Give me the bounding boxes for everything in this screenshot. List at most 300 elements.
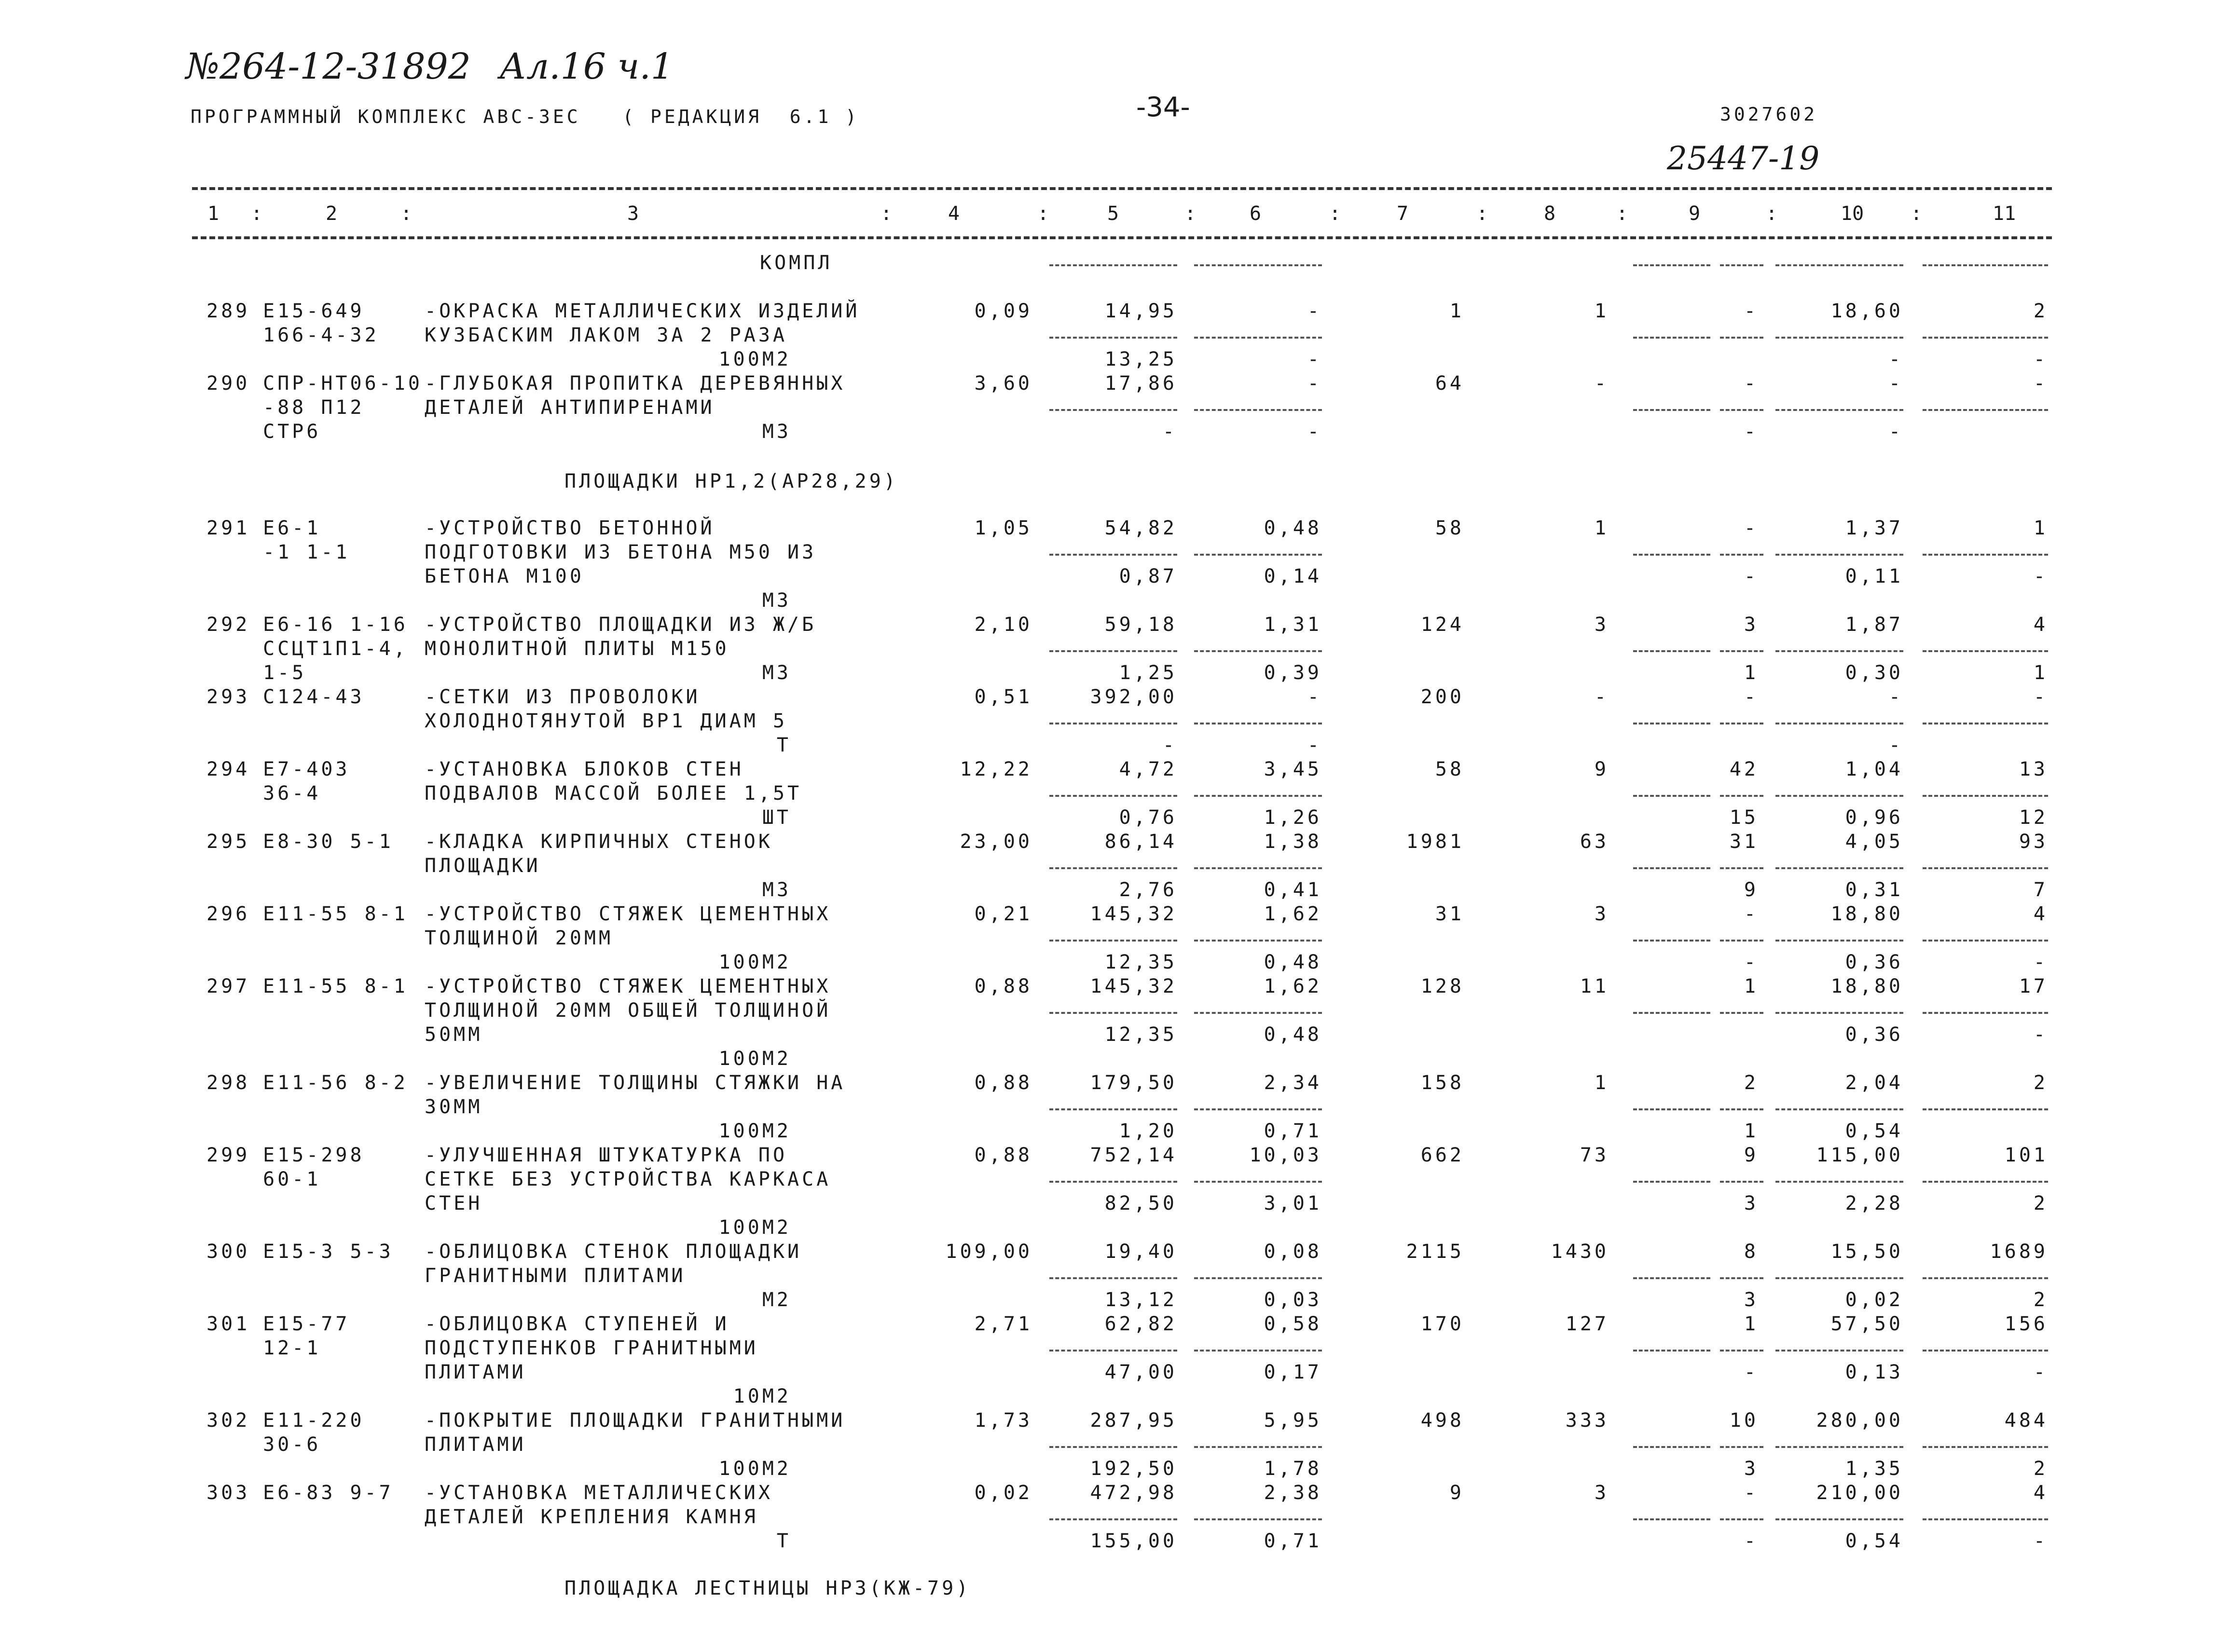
column-header-4: 4 (948, 203, 960, 225)
column-separator: : (1911, 203, 1923, 225)
total-machines-wage: 3 (1744, 1289, 1759, 1311)
total-machines-wage: 1 (1744, 1120, 1759, 1142)
page-number: -34- (1136, 92, 1190, 123)
top-unit-label: КОМПЛ (760, 252, 833, 274)
total-machines: 31 (1729, 831, 1759, 853)
total-machines: - (1744, 686, 1759, 708)
labor-norm: 210,00 (1816, 1482, 1903, 1504)
column-separator: : (1184, 203, 1197, 225)
work-description: -УСТРОЙСТВО ПЛОЩАДКИ ИЗ Ж/Б (425, 614, 817, 636)
cell-divider-dashes (1923, 1518, 2048, 1520)
unit-cost-wage: 12,35 (1104, 1024, 1177, 1046)
quantity: 2,10 (974, 614, 1032, 636)
total-cost: 58 (1435, 517, 1464, 539)
cell-divider-dashes (1633, 1350, 1710, 1352)
labor-norm-machinists: 0,36 (1845, 1024, 1903, 1046)
unit-cost: 145,32 (1090, 903, 1177, 925)
total-cost: 2115 (1406, 1241, 1464, 1263)
quantity: 1,73 (974, 1409, 1032, 1432)
cell-divider-dashes (1049, 940, 1177, 942)
unit-of-measure: 10М2 (733, 1385, 791, 1407)
cell-divider-dashes (1775, 795, 1903, 797)
row-number: 292 (206, 614, 250, 636)
unit-cost-wage: - (1162, 421, 1177, 443)
unit-of-measure: 100М2 (718, 951, 791, 973)
total-machines-wage: - (1744, 421, 1759, 443)
total-cost: 662 (1420, 1144, 1464, 1166)
labor-norm: 4,05 (1845, 831, 1903, 853)
total-machines: 8 (1744, 1241, 1759, 1263)
row-number: 302 (206, 1409, 250, 1432)
section-title-platforms: ПЛОЩАДКИ НР1,2(АР28,29) (564, 470, 898, 492)
cell-divider-dashes (1194, 650, 1322, 652)
cell-divider-dashes (1049, 1108, 1177, 1110)
total-wage: 1 (1594, 300, 1609, 322)
cell-divider-dashes (1720, 409, 1763, 411)
total-wage: 3 (1594, 614, 1609, 636)
unit-cost: 19,40 (1104, 1241, 1177, 1263)
cell-divider-dashes (1923, 650, 2048, 652)
work-description: СТЕН (425, 1192, 483, 1215)
row-number: 293 (206, 686, 250, 708)
norm-code: Е11-55 8-1 (263, 903, 408, 925)
column-header-10: 10 (1841, 203, 1864, 225)
unit-of-measure: Т (776, 734, 791, 756)
row-number: 298 (206, 1072, 250, 1094)
unit-cost: 145,32 (1090, 975, 1177, 997)
labor-norm: 1,87 (1845, 614, 1903, 636)
work-description: ПОДГОТОВКИ ИЗ БЕТОНА М50 ИЗ (425, 541, 817, 563)
cell-divider-dashes (1049, 795, 1177, 797)
machine-cost-wage: 0,17 (1264, 1361, 1322, 1383)
work-description: ТОЛЩИНОЙ 20ММ (425, 927, 614, 949)
total-cost: 128 (1420, 975, 1464, 997)
labor-norm-machinists: 2,28 (1845, 1192, 1903, 1215)
cell-divider-dashes (1923, 554, 2048, 556)
cell-divider-dashes (1923, 867, 2048, 869)
column-header-6: 6 (1250, 203, 1262, 225)
total-cost: 1981 (1406, 831, 1464, 853)
labor-total: 4 (2033, 1482, 2048, 1504)
norm-code: С124-43 (263, 686, 365, 708)
cell-divider-dashes (1049, 554, 1177, 556)
labor-total: 101 (2004, 1144, 2048, 1166)
column-separator: : (400, 203, 413, 225)
unit-cost-wage: 82,50 (1104, 1192, 1177, 1215)
work-description: 30ММ (425, 1096, 483, 1118)
norm-code: 36-4 (263, 782, 321, 805)
total-machines: 10 (1729, 1409, 1759, 1432)
work-description: -УСТРОЙСТВО СТЯЖЕК ЦЕМЕНТНЫХ (425, 975, 831, 997)
cell-divider-dashes (1633, 650, 1710, 652)
work-description: -УВЕЛИЧЕНИЕ ТОЛЩИНЫ СТЯЖКИ НА (425, 1072, 846, 1094)
work-description: ДЕТАЛЕЙ АНТИПИРЕНАМИ (425, 396, 715, 419)
machine-cost: 0,58 (1264, 1313, 1322, 1335)
labor-total: 4 (2033, 903, 2048, 925)
norm-code: -1 1-1 (263, 541, 350, 563)
work-description: ПЛИТАМИ (425, 1361, 526, 1383)
norm-code: Е7-403 (263, 758, 350, 780)
column-header-2: 2 (326, 203, 338, 225)
unit-of-measure: 100М2 (718, 348, 791, 370)
machine-cost: 1,31 (1264, 614, 1322, 636)
labor-norm-machinists: - (1888, 348, 1903, 370)
work-description: -УСТАНОВКА МЕТАЛЛИЧЕСКИХ (425, 1482, 773, 1504)
machine-cost: 3,45 (1264, 758, 1322, 780)
cell-divider-dashes (1194, 1350, 1322, 1352)
machine-cost: 1,62 (1264, 975, 1322, 997)
norm-code: Е15-649 (263, 300, 365, 322)
cell-divider-dashes (1194, 554, 1322, 556)
machine-cost-wage: 0,48 (1264, 1024, 1322, 1046)
labor-norm-machinists: 0,54 (1845, 1120, 1903, 1142)
total-cost: 498 (1420, 1409, 1464, 1432)
labor-total: 484 (2004, 1409, 2048, 1432)
cell-divider-dashes (1775, 1181, 1903, 1183)
machine-cost-wage: 0,39 (1264, 662, 1322, 684)
cell-divider-dashes (1633, 723, 1710, 724)
labor-norm: 18,80 (1830, 903, 1903, 925)
labor-norm: 115,00 (1816, 1144, 1903, 1166)
work-description: СЕТКЕ БЕЗ УСТРОЙСТВА КАРКАСА (425, 1168, 831, 1190)
total-machines-wage: 9 (1744, 879, 1759, 901)
labor-norm-machinists: 0,02 (1845, 1289, 1903, 1311)
cell-divider-dashes (1720, 337, 1763, 339)
total-cost: 158 (1420, 1072, 1464, 1094)
norm-code: Е15-298 (263, 1144, 365, 1166)
norm-code: 12-1 (263, 1337, 321, 1359)
machine-cost-wage: 0,48 (1264, 951, 1322, 973)
labor-norm: 18,60 (1830, 300, 1903, 322)
cell-divider-dashes (1633, 264, 1710, 266)
cell-divider-dashes (1720, 554, 1763, 556)
machine-cost: 0,08 (1264, 1241, 1322, 1263)
total-machines: - (1744, 517, 1759, 539)
total-machines: 2 (1744, 1072, 1759, 1094)
work-description: -ОБЛИЦОВКА СТУПЕНЕЙ И (425, 1313, 729, 1335)
cell-divider-dashes (1049, 1012, 1177, 1014)
cell-divider-dashes (1775, 1108, 1903, 1110)
labor-total: 93 (2019, 831, 2048, 853)
quantity: 109,00 (945, 1241, 1032, 1263)
labor-norm: 18,80 (1830, 975, 1903, 997)
column-header-1: 1 (207, 203, 220, 225)
unit-cost-wage: 0,87 (1119, 565, 1177, 587)
total-machines-wage: - (1744, 1361, 1759, 1383)
cell-divider-dashes (1775, 1277, 1903, 1279)
cell-divider-dashes (1633, 1518, 1710, 1520)
quantity: 0,88 (974, 1072, 1032, 1094)
total-wage: 127 (1565, 1313, 1609, 1335)
unit-cost-wage: 192,50 (1090, 1458, 1177, 1480)
cell-divider-dashes (1775, 867, 1903, 869)
machine-cost: 2,38 (1264, 1482, 1322, 1504)
work-description: -СЕТКИ ИЗ ПРОВОЛОКИ (425, 686, 701, 708)
cell-divider-dashes (1720, 723, 1763, 724)
work-description: ТОЛЩИНОЙ 20ММ ОБЩЕЙ ТОЛЩИНОЙ (425, 999, 831, 1022)
cell-divider-dashes (1923, 1181, 2048, 1183)
total-wage: 3 (1594, 1482, 1609, 1504)
column-separator: : (880, 203, 893, 225)
unit-of-measure: М3 (762, 421, 791, 443)
cell-divider-dashes (1720, 940, 1763, 942)
work-description: ГРАНИТНЫМИ ПЛИТАМИ (425, 1265, 686, 1287)
row-number: 301 (206, 1313, 250, 1335)
total-wage: 1 (1594, 517, 1609, 539)
cell-divider-dashes (1633, 867, 1710, 869)
machine-cost-wage: - (1307, 421, 1322, 443)
norm-code: 30-6 (263, 1434, 321, 1456)
unit-cost: 54,82 (1104, 517, 1177, 539)
row-number: 291 (206, 517, 250, 539)
row-number: 295 (206, 831, 250, 853)
unit-cost-wage: 2,76 (1119, 879, 1177, 901)
total-wage: 73 (1580, 1144, 1609, 1166)
cell-divider-dashes (1049, 1277, 1177, 1279)
cell-divider-dashes (1049, 723, 1177, 724)
work-description: БЕТОНА М100 (425, 565, 584, 587)
work-description: -ПОКРЫТИЕ ПЛОЩАДКИ ГРАНИТНЫМИ (425, 1409, 846, 1432)
total-machines-wage: 3 (1744, 1458, 1759, 1480)
norm-code: Е15-77 (263, 1313, 350, 1335)
cell-divider-dashes (1923, 1277, 2048, 1279)
quantity: 23,00 (960, 831, 1032, 853)
labor-total-machinists: 2 (2033, 1192, 2048, 1215)
labor-norm-machinists: 1,35 (1845, 1458, 1903, 1480)
row-number: 303 (206, 1482, 250, 1504)
handwritten-right-code: 25447-19 (1667, 140, 1820, 177)
cell-divider-dashes (1194, 1446, 1322, 1448)
row-number: 296 (206, 903, 250, 925)
cell-divider-dashes (1923, 940, 2048, 942)
work-description: -КЛАДКА КИРПИЧНЫХ СТЕНОК (425, 831, 773, 853)
total-cost: 200 (1420, 686, 1464, 708)
unit-of-measure: М3 (762, 662, 791, 684)
unit-of-measure: 100М2 (718, 1458, 791, 1480)
norm-code: СТР6 (263, 421, 321, 443)
unit-of-measure: ШТ (762, 806, 791, 829)
row-number: 297 (206, 975, 250, 997)
unit-cost-wage: 13,12 (1104, 1289, 1177, 1311)
row-number: 290 (206, 372, 250, 395)
cell-divider-dashes (1775, 650, 1903, 652)
cell-divider-dashes (1194, 1108, 1322, 1110)
work-description: ПЛИТАМИ (425, 1434, 526, 1456)
labor-total: 1 (2033, 517, 2048, 539)
norm-code: Е11-56 8-2 (263, 1072, 408, 1094)
total-machines: - (1744, 1482, 1759, 1504)
quantity: 0,88 (974, 1144, 1032, 1166)
unit-of-measure: М3 (762, 589, 791, 612)
total-machines-wage: 3 (1744, 1192, 1759, 1215)
row-number: 300 (206, 1241, 250, 1263)
labor-norm-machinists: 0,30 (1845, 662, 1903, 684)
total-cost: 1 (1449, 300, 1464, 322)
cell-divider-dashes (1633, 1108, 1710, 1110)
quantity: 1,05 (974, 517, 1032, 539)
machine-cost-wage: - (1307, 734, 1322, 756)
labor-norm-machinists: - (1888, 421, 1903, 443)
unit-cost-wage: 1,20 (1119, 1120, 1177, 1142)
cell-divider-dashes (1775, 1012, 1903, 1014)
total-machines: - (1744, 300, 1759, 322)
cell-divider-dashes (1049, 650, 1177, 652)
cell-divider-dashes (1633, 1446, 1710, 1448)
cell-divider-dashes (1775, 554, 1903, 556)
total-cost: 124 (1420, 614, 1464, 636)
machine-cost: 1,38 (1264, 831, 1322, 853)
labor-norm-machinists: 0,31 (1845, 879, 1903, 901)
unit-cost: 472,98 (1090, 1482, 1177, 1504)
labor-total: 1689 (1990, 1241, 2048, 1263)
cell-divider-dashes (1720, 867, 1763, 869)
cell-divider-dashes (1923, 1446, 2048, 1448)
cell-divider-dashes (1720, 650, 1763, 652)
labor-total-machinists: - (2033, 565, 2048, 587)
unit-cost-wage: 47,00 (1104, 1361, 1177, 1383)
machine-cost: - (1307, 300, 1322, 322)
work-description: -ОБЛИЦОВКА СТЕНОК ПЛОЩАДКИ (425, 1241, 802, 1263)
norm-code: Е8-30 5-1 (263, 831, 394, 853)
norm-code: Е11-220 (263, 1409, 365, 1432)
quantity: 3,60 (974, 372, 1032, 395)
handwritten-doc-number: №264-12-31892 (186, 46, 471, 87)
cell-divider-dashes (1775, 409, 1903, 411)
total-machines-wage: - (1744, 951, 1759, 973)
cell-divider-dashes (1633, 1277, 1710, 1279)
work-description: ПЛОЩАДКИ (425, 855, 541, 877)
column-header-8: 8 (1544, 203, 1556, 225)
cell-divider-dashes (1720, 264, 1763, 266)
machine-cost: 1,62 (1264, 903, 1322, 925)
machine-cost: 5,95 (1264, 1409, 1322, 1432)
work-description: -ОКРАСКА МЕТАЛЛИЧЕСКИХ ИЗДЕЛИЙ (425, 300, 860, 322)
cell-divider-dashes (1049, 337, 1177, 339)
machine-cost: 2,34 (1264, 1072, 1322, 1094)
total-wage: 9 (1594, 758, 1609, 780)
cell-divider-dashes (1720, 1012, 1763, 1014)
norm-code: 60-1 (263, 1168, 321, 1190)
total-cost: 170 (1420, 1313, 1464, 1335)
machine-cost: - (1307, 372, 1322, 395)
quantity: 0,02 (974, 1482, 1032, 1504)
total-machines-wage: 1 (1744, 662, 1759, 684)
total-machines-wage: - (1744, 565, 1759, 587)
norm-code: Е11-55 8-1 (263, 975, 408, 997)
cell-divider-dashes (1049, 1350, 1177, 1352)
labor-norm-machinists: 0,11 (1845, 565, 1903, 587)
table-top-rule (192, 187, 2052, 190)
machine-cost-wage: 0,14 (1264, 565, 1322, 587)
total-machines: - (1744, 372, 1759, 395)
machine-cost: - (1307, 686, 1322, 708)
cell-divider-dashes (1194, 1181, 1322, 1183)
total-wage: - (1594, 686, 1609, 708)
norm-code: Е6-83 9-7 (263, 1482, 394, 1504)
cell-divider-dashes (1775, 1518, 1903, 1520)
machine-cost-wage: 1,26 (1264, 806, 1322, 829)
unit-cost: 14,95 (1104, 300, 1177, 322)
labor-total: - (2033, 372, 2048, 395)
section-title-stair-platform: ПЛОЩАДКА ЛЕСТНИЦЫ НР3(КЖ-79) (564, 1577, 971, 1599)
labor-total-machinists: - (2033, 951, 2048, 973)
work-description: ПОДВАЛОВ МАССОЙ БОЛЕЕ 1,5Т (425, 782, 802, 805)
labor-norm: 1,37 (1845, 517, 1903, 539)
cell-divider-dashes (1720, 1181, 1763, 1183)
labor-total: - (2033, 686, 2048, 708)
labor-total-machinists: 12 (2019, 806, 2048, 829)
norm-code: 1-5 (263, 662, 307, 684)
quantity: 2,71 (974, 1313, 1032, 1335)
cell-divider-dashes (1720, 1446, 1763, 1448)
column-separator: : (1037, 203, 1049, 225)
cell-divider-dashes (1194, 795, 1322, 797)
cell-divider-dashes (1720, 1518, 1763, 1520)
work-description: -УСТРОЙСТВО СТЯЖЕК ЦЕМЕНТНЫХ (425, 903, 831, 925)
work-description: -УСТАНОВКА БЛОКОВ СТЕН (425, 758, 744, 780)
cell-divider-dashes (1923, 723, 2048, 724)
machine-cost-wage: 0,71 (1264, 1120, 1322, 1142)
labor-total-machinists: - (2033, 348, 2048, 370)
cell-divider-dashes (1720, 795, 1763, 797)
cell-divider-dashes (1194, 1277, 1322, 1279)
labor-norm-machinists: 0,13 (1845, 1361, 1903, 1383)
labor-total: 156 (2004, 1313, 2048, 1335)
program-header: ПРОГРАММНЫЙ КОМПЛЕКС АВС-3ЕС ( РЕДАКЦИЯ 6.1 ) (191, 106, 860, 127)
cell-divider-dashes (1633, 1181, 1710, 1183)
cell-divider-dashes (1775, 1350, 1903, 1352)
work-description: ПОДСТУПЕНКОВ ГРАНИТНЫМИ (425, 1337, 758, 1359)
labor-norm: 15,50 (1830, 1241, 1903, 1263)
unit-of-measure: М3 (762, 879, 791, 901)
cell-divider-dashes (1923, 264, 2048, 266)
unit-cost-wage: 12,35 (1104, 951, 1177, 973)
norm-code: 166-4-32 (263, 324, 379, 346)
labor-norm: 280,00 (1816, 1409, 1903, 1432)
work-description: -УЛУЧШЕННАЯ ШТУКАТУРКА ПО (425, 1144, 788, 1166)
labor-total: 13 (2019, 758, 2048, 780)
norm-code: Е6-1 (263, 517, 321, 539)
cell-divider-dashes (1633, 554, 1710, 556)
cell-divider-dashes (1194, 940, 1322, 942)
work-description: МОНОЛИТНОЙ ПЛИТЫ М150 (425, 638, 729, 660)
unit-of-measure: 100М2 (718, 1048, 791, 1070)
labor-total: 2 (2033, 1072, 2048, 1094)
unit-cost: 59,18 (1104, 614, 1177, 636)
column-header-3: 3 (627, 203, 639, 225)
handwritten-album: Ал.16 ч.1 (499, 46, 674, 87)
work-description: ХОЛОДНОТЯНУТОЙ ВР1 ДИАМ 5 (425, 710, 788, 732)
cell-divider-dashes (1923, 409, 2048, 411)
total-wage: 11 (1580, 975, 1609, 997)
cell-divider-dashes (1194, 723, 1322, 724)
unit-cost: 86,14 (1104, 831, 1177, 853)
machine-cost: 0,48 (1264, 517, 1322, 539)
cell-divider-dashes (1049, 264, 1177, 266)
cell-divider-dashes (1775, 723, 1903, 724)
cell-divider-dashes (1049, 409, 1177, 411)
total-machines: 42 (1729, 758, 1759, 780)
cell-divider-dashes (1633, 795, 1710, 797)
cell-divider-dashes (1049, 867, 1177, 869)
total-wage: 333 (1565, 1409, 1609, 1432)
table-header-rule (192, 236, 2052, 239)
total-machines: 1 (1744, 1313, 1759, 1335)
unit-cost: 392,00 (1090, 686, 1177, 708)
quantity: 0,21 (974, 903, 1032, 925)
quantity: 0,51 (974, 686, 1032, 708)
unit-cost: 287,95 (1090, 1409, 1177, 1432)
